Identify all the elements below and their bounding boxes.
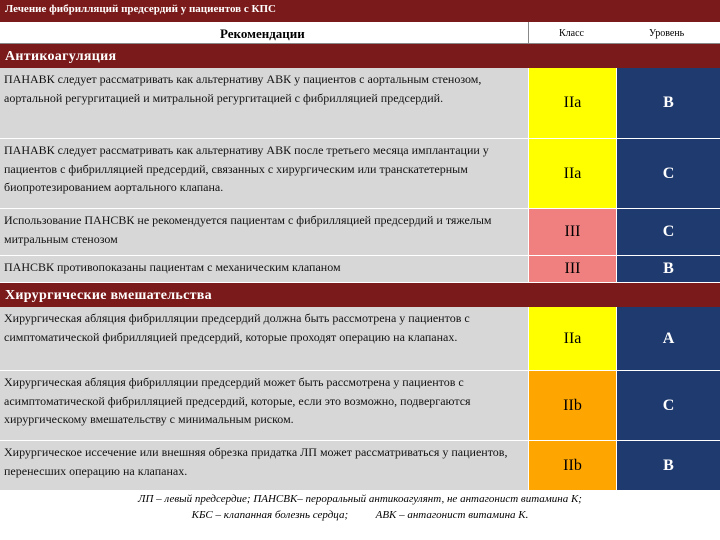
row-text: ПАНАВК следует рассматривать как альтернативу АВК у пациентов с аортальным стенозом, аортальной регургитацией и митральной регургитацией с фибрилляцией предсердий. xyxy=(0,68,529,138)
header-class-label: Класс xyxy=(559,28,584,39)
table-row xyxy=(0,256,720,283)
row-text: ПАНСВК противопоказаны пациентам с механическим клапаном xyxy=(0,256,529,282)
footnote-line-2: КБС – клапанная болезнь сердца; АВК – антагонист витамина К. xyxy=(191,509,529,521)
row-level: C xyxy=(617,209,720,255)
header-class xyxy=(529,22,617,44)
row-level: C xyxy=(617,371,720,440)
header-level xyxy=(617,22,720,44)
table-row xyxy=(0,441,720,491)
row-level: B xyxy=(617,68,720,138)
section-title: Антикоагуляция xyxy=(5,49,117,64)
row-text: ПАНАВК следует рассматривать как альтернативу АВК после третьего месяца имплантации у пациентов с фибрилляцией предсердий, связанных с хирургическим или транскатетерным биопротезированием аортального клапана. xyxy=(0,139,529,208)
row-text: Хирургическое иссечение или внешняя обрезка придатка ЛП может рассматриваться у пациентов, перенесших операцию на клапанах. xyxy=(0,441,529,490)
table-row xyxy=(0,307,720,371)
table-row xyxy=(0,139,720,209)
table-row xyxy=(0,209,720,256)
row-text: Хирургическая абляция фибрилляции предсердий может быть рассмотрена у пациентов с асимптоматической фибрилляцией предсердий, которые, если это возможно, подвергаются хирургическому вмешательству с минимальным риском. xyxy=(0,371,529,440)
row-level: C xyxy=(617,139,720,208)
header-level-label: Уровень xyxy=(649,28,685,39)
table-header xyxy=(0,22,720,44)
title-bar xyxy=(0,0,720,22)
row-text: Использование ПАНСВК не рекомендуется пациентам с фибрилляцией предсердий и тяжелым митральным стенозом xyxy=(0,209,529,255)
row-class: IIb xyxy=(529,441,617,490)
row-class: IIa xyxy=(529,68,617,138)
page-title: Лечение фибрилляций предсердий у пациентов с КПС xyxy=(5,3,276,15)
row-level: A xyxy=(617,307,720,370)
header-recommendations xyxy=(0,22,529,44)
table-row xyxy=(0,371,720,441)
header-recommendations-label: Рекомендации xyxy=(220,26,305,41)
row-level: B xyxy=(617,256,720,282)
row-class: IIa xyxy=(529,139,617,208)
row-class: III xyxy=(529,209,617,255)
table-row xyxy=(0,68,720,139)
section-title: Хирургические вмешательства xyxy=(5,288,212,303)
row-level: B xyxy=(617,441,720,490)
row-class: III xyxy=(529,256,617,282)
row-class: IIa xyxy=(529,307,617,370)
row-class: IIb xyxy=(529,371,617,440)
section-surgery xyxy=(0,283,720,307)
row-text: Хирургическая абляция фибрилляции предсердий должна быть рассмотрена у пациентов с симптоматической фибрилляцией предсердий, которые проходят операцию на клапанах. xyxy=(0,307,529,370)
section-anticoagulation xyxy=(0,44,720,68)
footnote-line-1: ЛП – левый предсердие; ПАНСВК– пероральный антикоагулянт, не антагонист витамина К; xyxy=(138,493,582,505)
